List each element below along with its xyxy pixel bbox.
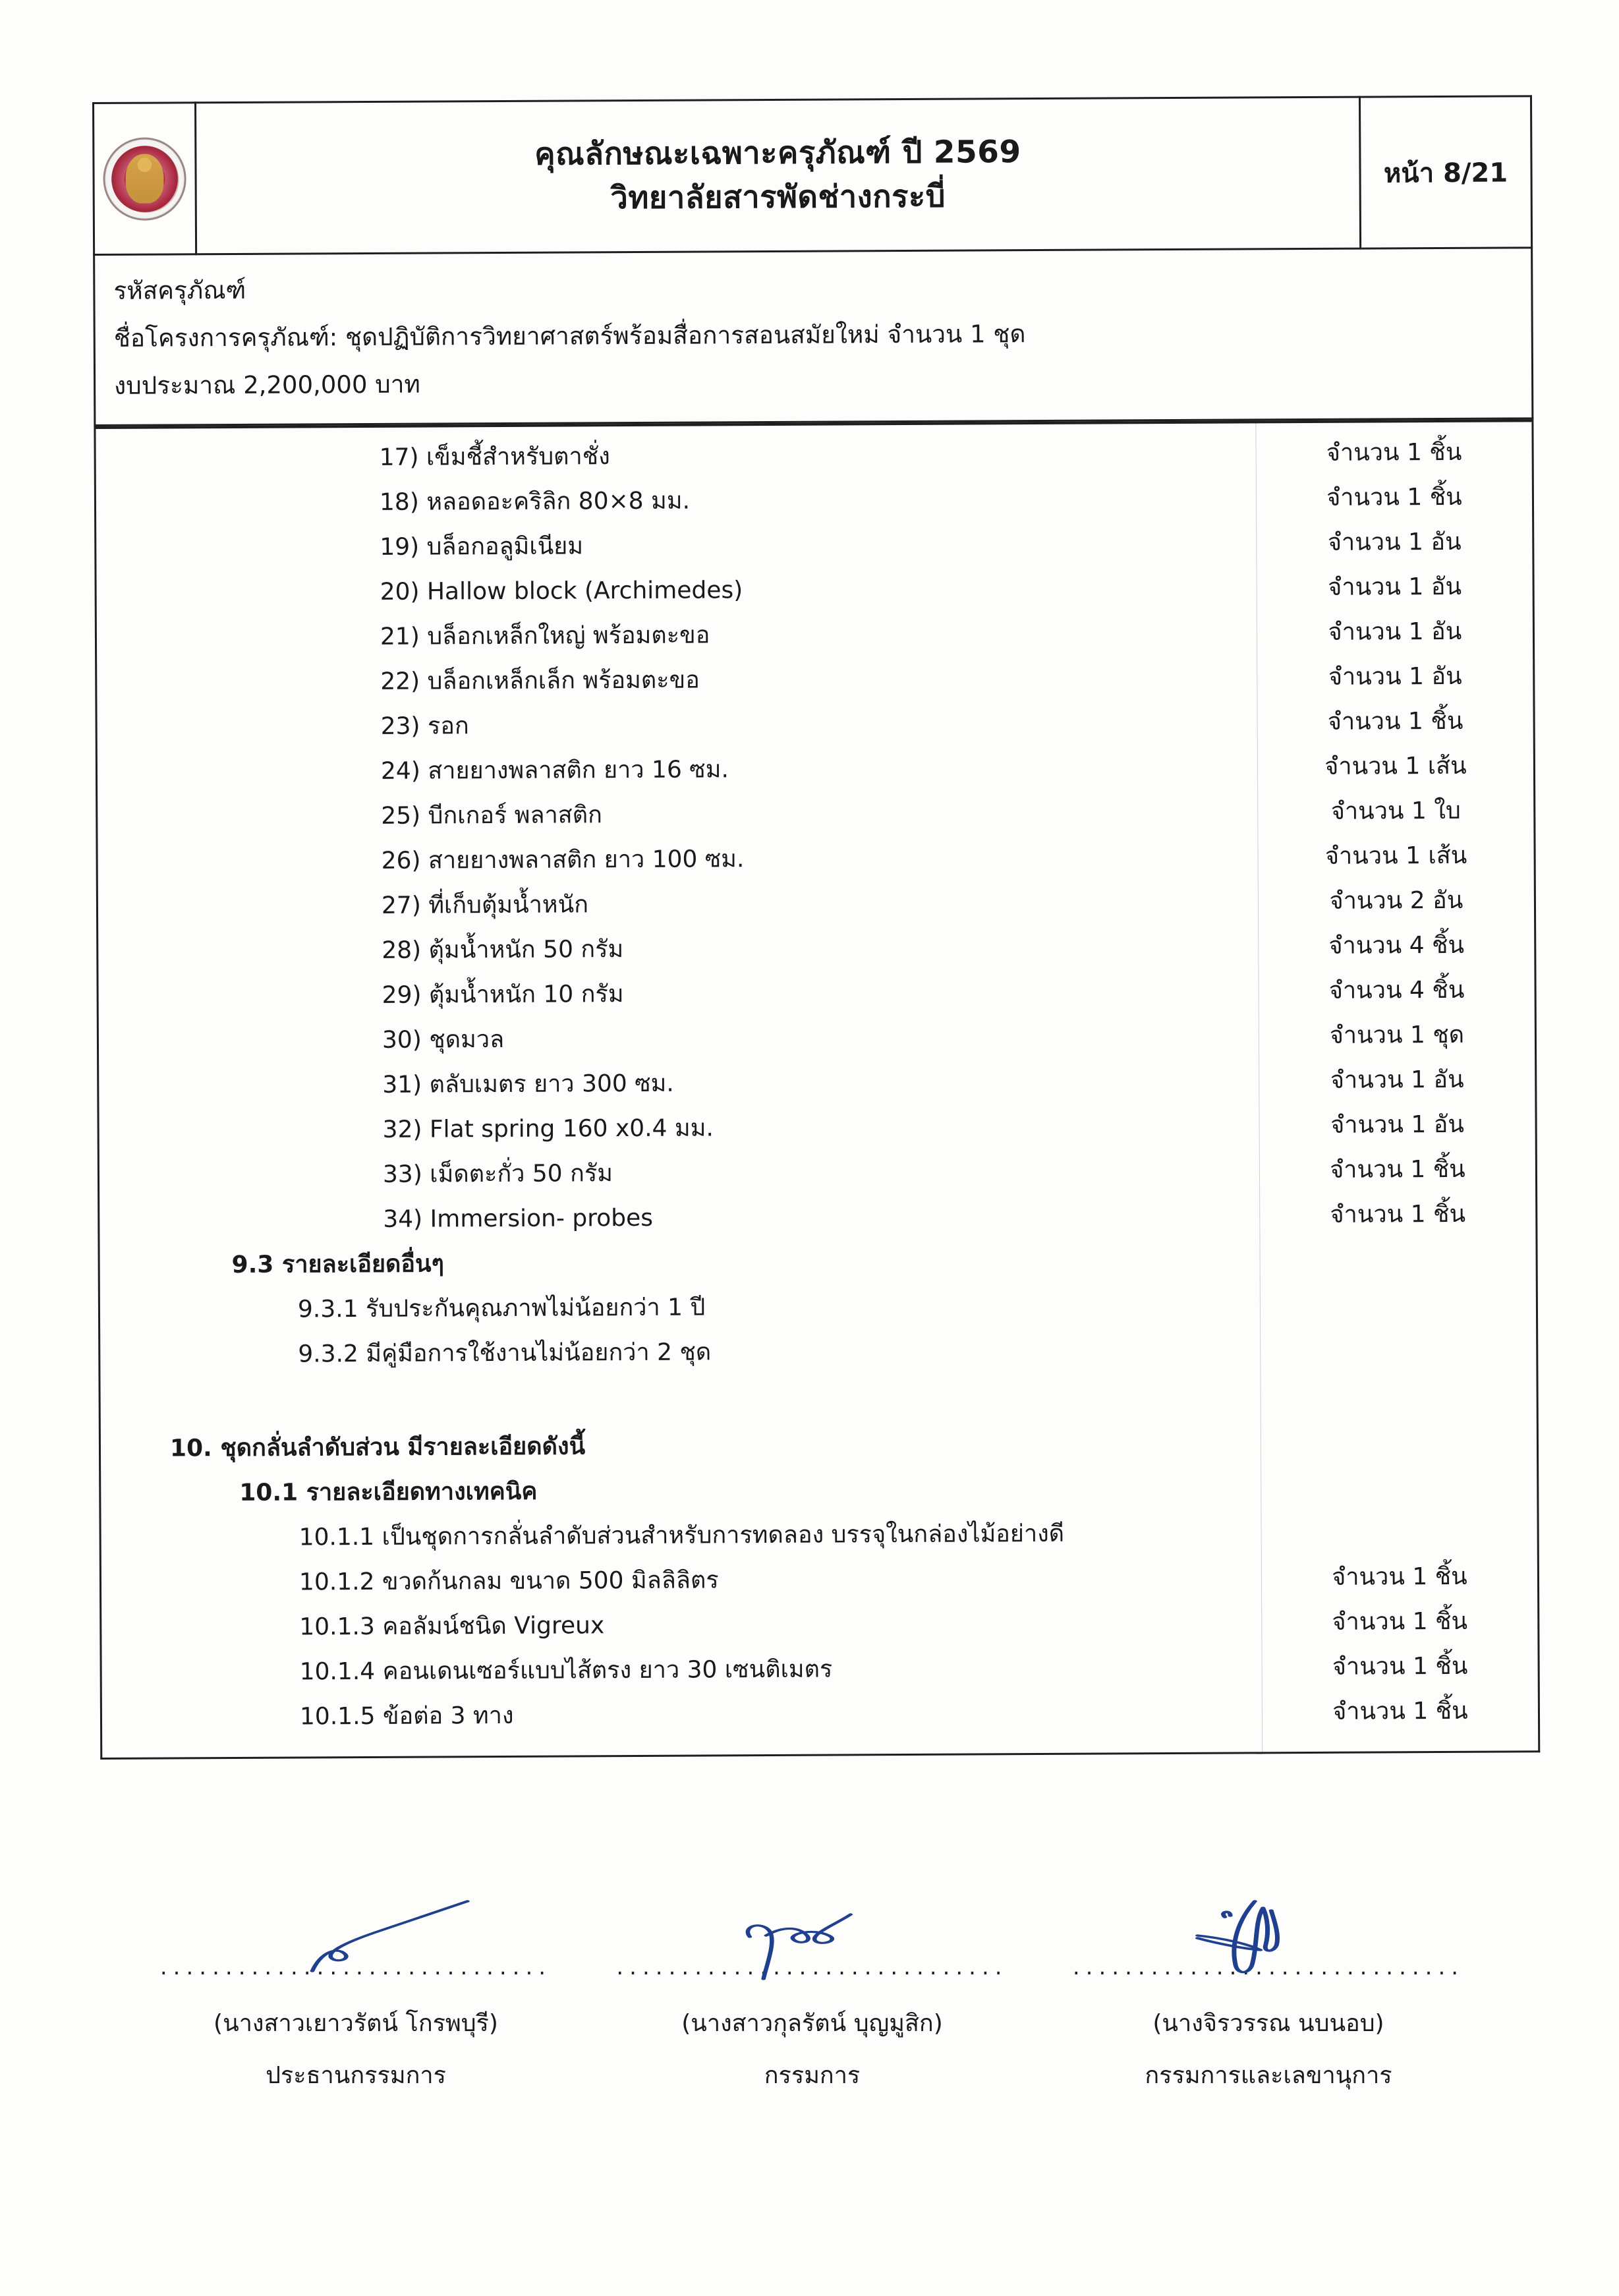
spec-row-label: 28) ตุ้มน้ำหนัก 50 กรัม (382, 936, 624, 965)
spec-row-label: 34) Immersion- probes (383, 1205, 654, 1234)
page-number-cell (1359, 96, 1531, 248)
spec-row-label: 21) บล็อกเหล็กใหญ่ พร้อมตะขอ (380, 621, 710, 651)
signature-role: กรรมการ (764, 2062, 861, 2089)
spec-row-quantity: จำนวน 1 อัน (1328, 618, 1462, 646)
spec-row-label: 10.1.1 เป็นชุดการกลั่นลำดับส่วนสำหรับการทดลอง บรรจุในกล่องไม้อย่างดี (298, 1520, 1065, 1551)
ovec-seal-icon (103, 137, 186, 221)
signature-area (92, 1954, 1532, 2094)
spec-row-quantity: จำนวน 1 อัน (1328, 663, 1462, 691)
signature-block-secretary (1064, 1954, 1473, 2094)
spec-row-quantity: จำนวน 4 ชิ้น (1328, 977, 1465, 1005)
spec-row-quantity (1261, 1282, 1536, 1328)
budget-amount: งบประมาณ 2,200,000 บาท (113, 370, 420, 401)
signature-block-member (608, 1954, 1017, 2094)
spec-row-label: 18) หลอดอะคริลิก 80×8 มม. (379, 487, 691, 517)
quantity-column (1256, 421, 1539, 1754)
signature-role: กรรมการและเลขานุการ (1145, 2062, 1392, 2089)
document-body (92, 95, 1540, 1760)
page-number: หน้า 8/21 (1383, 158, 1508, 188)
spec-row-label: 10.1.2 ขวดก้นกลม ขนาด 500 มิลลิลิตร (298, 1566, 719, 1596)
spec-row-quantity (1260, 1237, 1535, 1283)
spec-row-quantity (1261, 1327, 1536, 1373)
spec-row-quantity: จำนวน 1 อัน (1327, 529, 1462, 557)
spec-row-quantity: จำนวน 2 อัน (1329, 887, 1463, 915)
spec-row-label: 25) บีกเกอร์ พลาสติก (381, 801, 603, 830)
spec-row-quantity: จำนวน 1 อัน (1328, 573, 1462, 602)
signature-name: (นางจิรวรรณ นบนอบ) (1152, 2010, 1384, 2037)
title-cell (196, 97, 1361, 254)
spec-row-quantity: จำนวน 1 ชิ้น (1332, 1653, 1468, 1681)
spec-row-label: 30) ชุดมวล (382, 1026, 505, 1054)
spec-row-quantity: จำนวน 1 ชิ้น (1330, 1156, 1465, 1184)
document-title-line2: วิทยาลัยสารพัดช่างกระบี่ (610, 178, 946, 216)
spec-row-quantity: จำนวน 1 อัน (1330, 1066, 1464, 1095)
spec-row-quantity (1261, 1510, 1537, 1556)
quantity-rows (1256, 422, 1538, 1752)
spec-row-label: 19) บล็อกอลูมิเนียม (380, 532, 584, 561)
spec-row-label: 10.1.3 คอลัมน์ชนิด Vigreux (299, 1612, 605, 1641)
spec-list-row (95, 421, 1539, 1759)
signature-dotline: .............................. (616, 1954, 1008, 1980)
header-table (92, 95, 1533, 256)
spec-row-quantity: จำนวน 1 ชิ้น (1326, 484, 1462, 512)
spec-row-quantity: จำนวน 1 เส้น (1324, 842, 1467, 871)
header-row (94, 96, 1532, 255)
signature-name: (นางสาวกุลรัตน์ บุญมูสิก) (681, 2010, 943, 2037)
spec-row-quantity (1261, 1420, 1537, 1466)
document-title-line1: คุณลักษณะเฉพาะครุภัณฑ์ ปี 2569 (534, 133, 1021, 173)
signature-dotline: .............................. (159, 1954, 552, 1980)
spec-row-quantity: จำนวน 1 อัน (1330, 1111, 1465, 1139)
description-rows (96, 424, 1262, 1758)
spec-row-label: 10.1.4 คอนเดนเซอร์แบบไส้ตรง ยาว 30 เซนติเมตร (299, 1655, 833, 1686)
signature-dotline: .............................. (1072, 1954, 1465, 1980)
info-row (94, 248, 1533, 426)
signature-block-chair (152, 1954, 560, 2094)
row-spacer (1261, 1371, 1536, 1421)
logo-cell (94, 103, 196, 255)
info-table (93, 248, 1533, 426)
spec-row-label: 29) ตุ้มน้ำหนัก 10 กรัม (382, 981, 624, 1010)
spec-row-label: 33) เม็ดตะกั่ว 50 กรัม (382, 1160, 613, 1189)
spec-row-quantity (1261, 1465, 1537, 1511)
spec-row-label: 9.3.1 รับประกันคุณภาพไม่น้อยกว่า 1 ปี (297, 1294, 706, 1323)
signature-role: ประธานกรรมการ (266, 2062, 446, 2089)
description-column (95, 422, 1263, 1759)
spec-row-quantity: จำนวน 1 ชิ้น (1327, 708, 1463, 736)
spec-row-label: 17) เข็มชี้สำหรับตาชั่ง (379, 443, 610, 472)
spec-row-label: 26) สายยางพลาสติก ยาว 100 ซม. (381, 846, 745, 875)
signature-name: (นางสาวเยาวรัตน์ โกรพบุรี) (213, 2010, 498, 2037)
spec-row-quantity: จำนวน 1 ชิ้น (1326, 439, 1462, 467)
spec-list-table (94, 420, 1540, 1760)
spec-row-label: 31) ตลับเมตร ยาว 300 ซม. (382, 1070, 674, 1099)
asset-code-label: รหัสครุภัณฑ์ (113, 275, 246, 305)
row-spacer (100, 1373, 1260, 1427)
spec-row-quantity: จำนวน 4 ชิ้น (1328, 932, 1465, 960)
spec-row-label: 22) บล็อกเหล็กเล็ก พร้อมตะขอ (380, 666, 700, 696)
spec-row-label: 10. ชุดกลั่นลำดับส่วน มีรายละเอียดดังนี้ (169, 1433, 586, 1462)
project-name: ชื่อโครงการครุภัณฑ์: ชุดปฏิบัติการวิทยาศาสตร์พร้อมสื่อการสอนสมัยใหม่ จำนวน 1 ชุด (113, 320, 1026, 353)
spec-row-label: 9.3.2 มีคู่มือการใช้งานไม่น้อยกว่า 2 ชุด (298, 1338, 712, 1368)
seal-ring (103, 137, 186, 221)
spec-row-label: 20) Hallow block (Archimedes) (380, 577, 743, 606)
spec-row-label: 27) ที่เก็บตุ้มน้ำหนัก (381, 891, 589, 920)
spec-row-label: 9.3 รายละเอียดอื่นๆ (231, 1250, 445, 1279)
spec-row-quantity: จำนวน 1 ชิ้น (1332, 1698, 1468, 1726)
spec-row-quantity: จำนวน 1 เส้น (1324, 753, 1467, 781)
spec-row-label: 10.1 รายละเอียดทางเทคนิค (239, 1478, 538, 1507)
spec-row-quantity: จำนวน 1 ใบ (1330, 797, 1461, 826)
spec-row-quantity: จำนวน 1 ชุด (1329, 1021, 1465, 1050)
spec-row-quantity: จำนวน 1 ชิ้น (1332, 1563, 1467, 1592)
spec-row-label: 10.1.5 ข้อต่อ 3 ทาง (299, 1702, 514, 1731)
spec-row-label: 24) สายยางพลาสติก ยาว 16 ซม. (380, 756, 729, 786)
spec-row-quantity: จำนวน 1 ชิ้น (1330, 1201, 1466, 1229)
spec-row-label: 32) Flat spring 160 x0.4 มม. (382, 1114, 714, 1144)
spec-row-label: 23) รอก (380, 712, 469, 741)
info-cell (94, 248, 1533, 426)
spec-row-quantity: จำนวน 1 ชิ้น (1332, 1608, 1468, 1636)
